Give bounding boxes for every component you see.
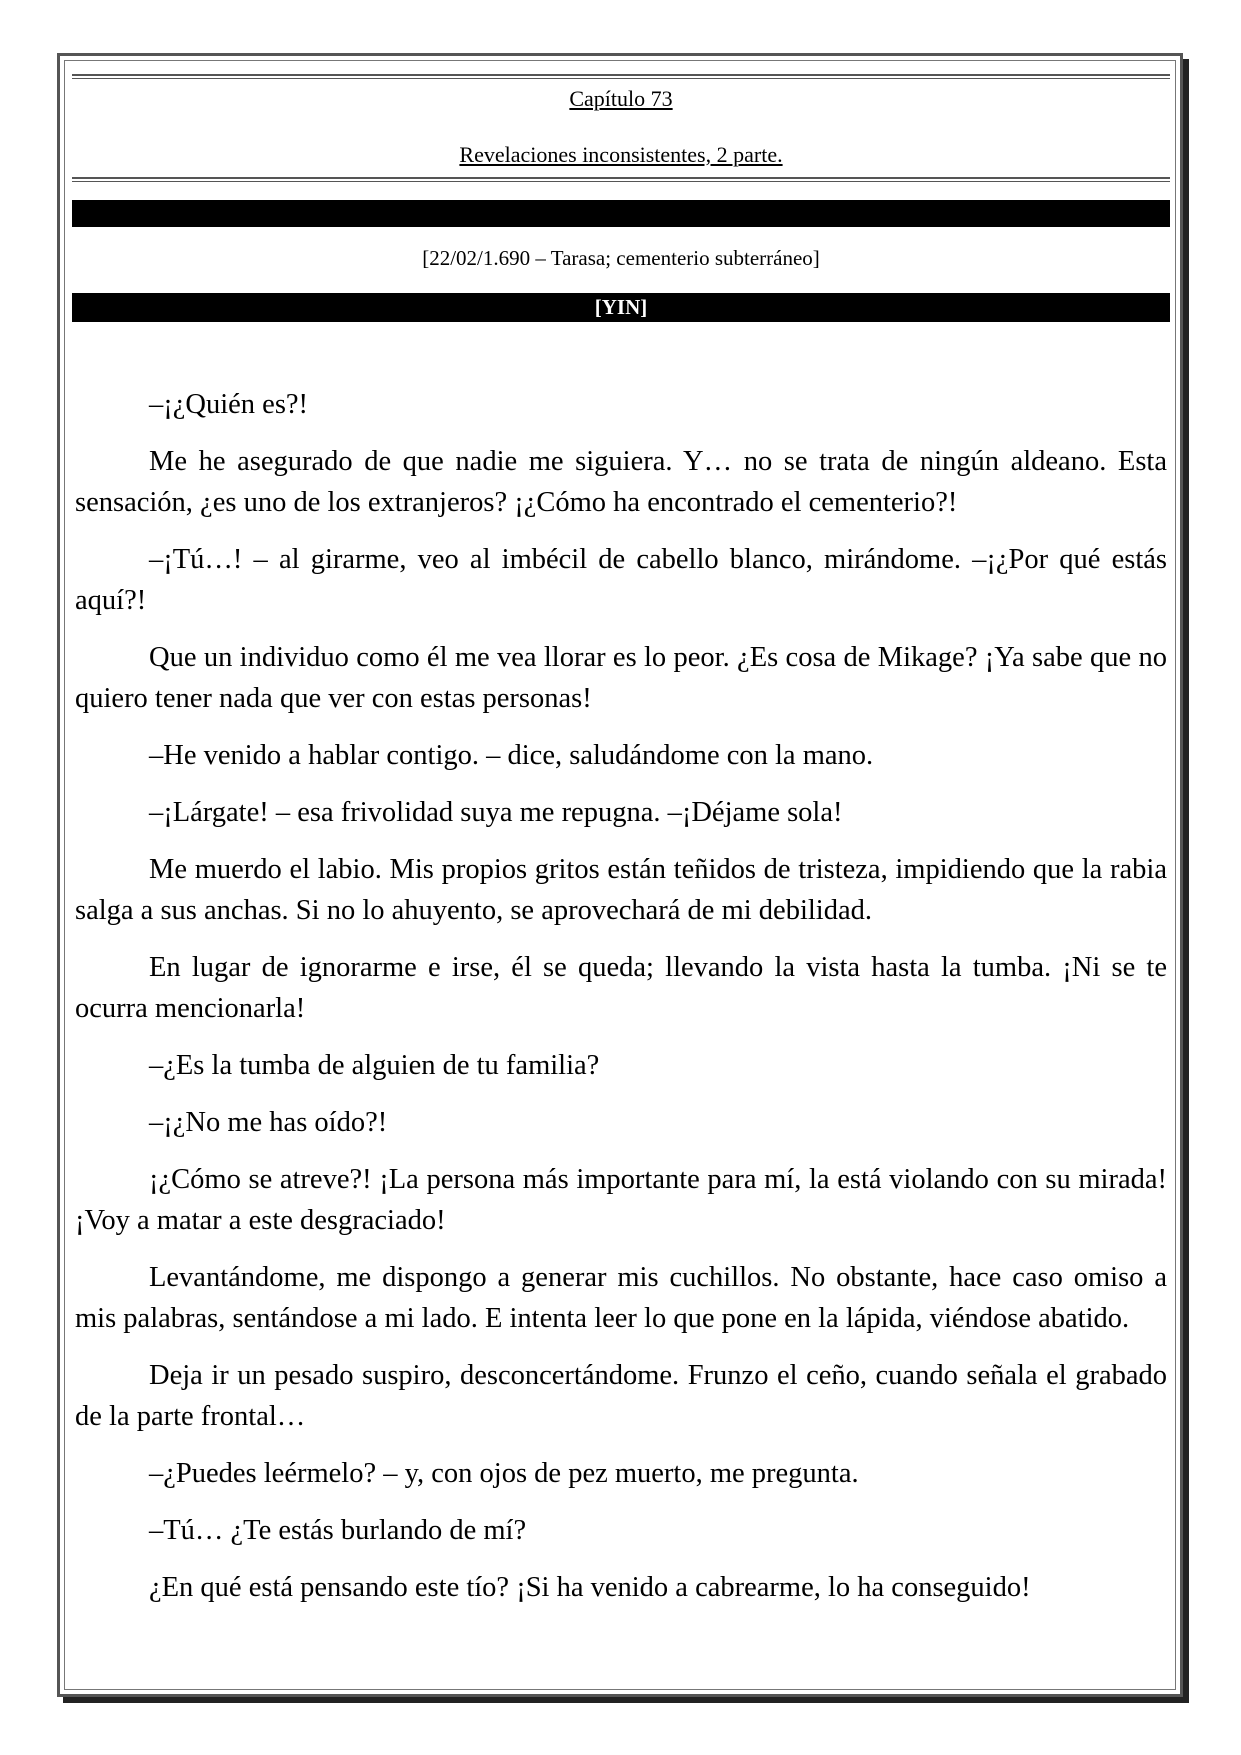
paragraph: Levantándome, me dispongo a generar mis cuchillos. No obstante, hace caso omiso a mis palabras, sentándose a mi lado. E intenta leer lo que pone en la lápida, viéndose abatido. [75,1262,1167,1334]
paragraph: ¡¿Cómo se atreve?! ¡La persona más importante para mí, la está violando con su mirada! ¡Voy a matar a este desgraciado! [75,1164,1167,1236]
pov-banner: [YIN] [72,293,1170,322]
section-divider-bar [72,200,1170,227]
paragraph: –¿Puedes leérmelo? – y, con ojos de pez muerto, me pregunta. [149,1458,859,1489]
paragraph: ¿En qué está pensando este tío? ¡Si ha venido a cabrearme, lo ha conseguido! [149,1572,1031,1603]
scene-location: [22/02/1.690 – Tarasa; cementerio subterráneo] [422,246,820,270]
chapter-title: Capítulo 73 [569,86,673,111]
paragraph: –He venido a hablar contigo. – dice, saludándome con la mano. [149,740,874,771]
header-top-rule [72,74,1170,79]
story-body [75,384,1167,1624]
paragraph: Deja ir un pesado suspiro, desconcertándome. Frunzo el ceño, cuando señala el grabado de la parte frontal… [75,1360,1167,1432]
chapter-subtitle: Revelaciones inconsistentes, 2 parte. [459,142,783,167]
paragraph: –Tú… ¿Te estás burlando de mí? [149,1515,527,1546]
header-bottom-rule [72,177,1170,182]
paragraph: –¡¿No me has oído?! [149,1107,388,1138]
paragraph: Me he asegurado de que nadie me siguiera. Y… no se trata de ningún aldeano. Esta sensación, ¿es uno de los extranjeros? ¡¿Cómo ha encontrado el cementerio?! [75,446,1167,518]
paragraph: Me muerdo el labio. Mis propios gritos están teñidos de tristeza, impidiendo que la rabia salga a sus anchas. Si no lo ahuyento, se aprovechará de mi debilidad. [75,854,1167,926]
paragraph: –¡Tú…! – al girarme, veo al imbécil de cabello blanco, mirándome. –¡¿Por qué estás aquí?! [75,544,1167,616]
paragraph: –¡¿Quién es?! [149,389,309,420]
paragraph: Que un individuo como él me vea llorar es lo peor. ¿Es cosa de Mikage? ¡Ya sabe que no quiero tener nada que ver con estas personas! [75,642,1167,714]
paragraph: –¿Es la tumba de alguien de tu familia? [149,1050,600,1081]
paragraph: En lugar de ignorarme e irse, él se queda; llevando la vista hasta la tumba. ¡Ni se te ocurra mencionarla! [75,952,1167,1024]
paragraph: –¡Lárgate! – esa frivolidad suya me repugna. –¡Déjame sola! [149,797,843,828]
